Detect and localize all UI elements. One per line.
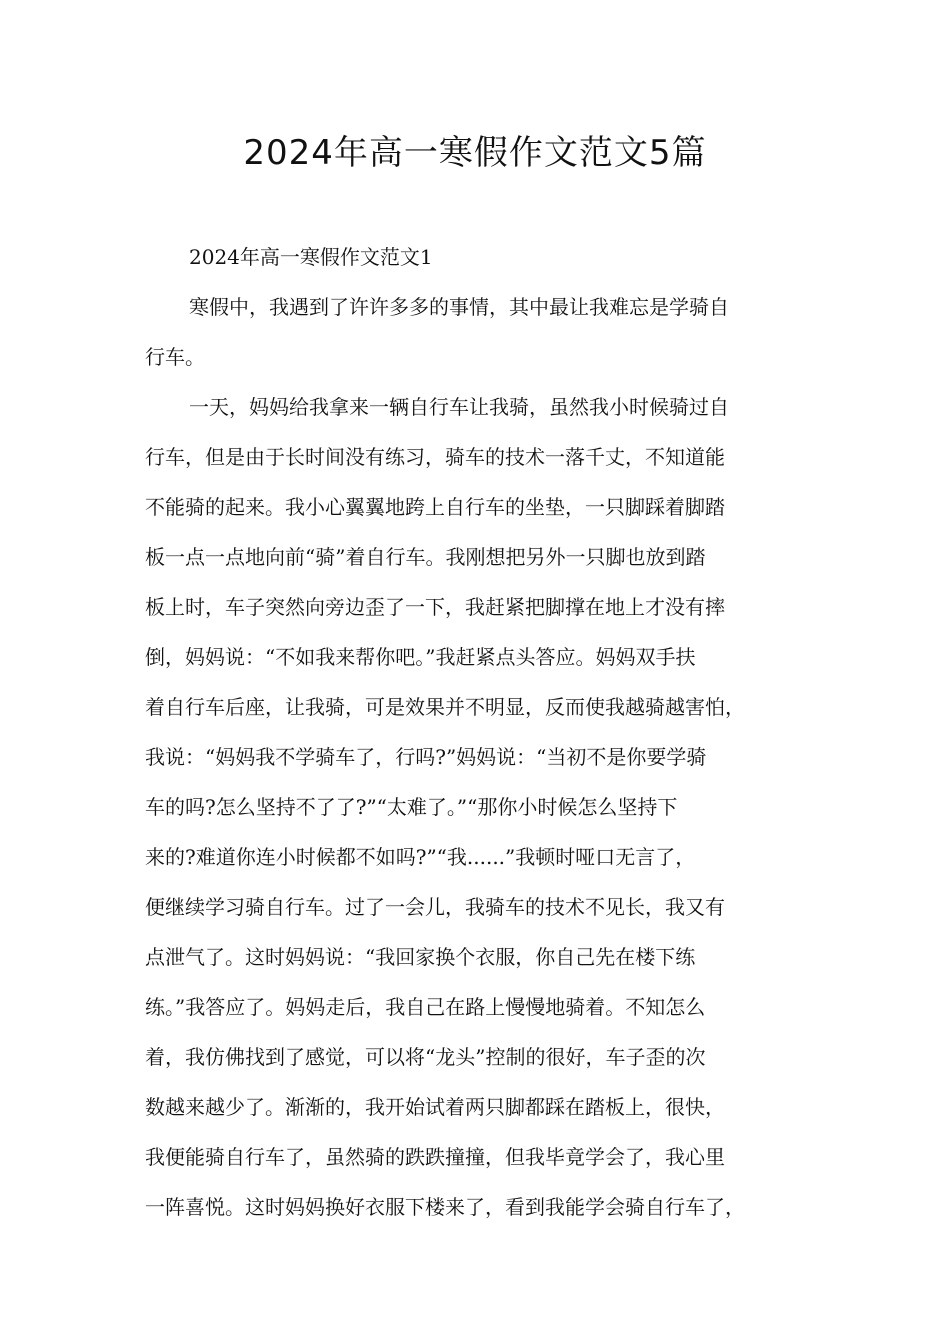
paragraph-line: 练。”我答应了。妈妈走后，我自己在路上慢慢地骑着。不知怎么: [145, 995, 706, 1019]
paragraph-line: 来的?难道你连小时候都不如吗?”“我......”我顿时哑口无言了，: [145, 845, 696, 869]
paragraph-line: 点泄气了。这时妈妈说：“我回家换个衣服，你自己先在楼下练: [145, 945, 696, 969]
paragraph-line: 倒，妈妈说：“不如我来帮你吧。”我赶紧点头答应。妈妈双手扶: [145, 645, 696, 669]
paragraph-line: 着，我仿佛找到了感觉，可以将“龙头”控制的很好，车子歪的次: [145, 1045, 706, 1069]
paragraph-line: 车的吗?怎么坚持不了了?”“太难了。”“那你小时候怎么坚持下: [145, 795, 678, 819]
paragraph-line: 着自行车后座，让我骑，可是效果并不明显，反而使我越骑越害怕，: [145, 695, 745, 719]
paragraph-line: 板一点一点地向前“骑”着自行车。我刚想把另外一只脚也放到踏: [145, 545, 706, 569]
paragraph-line: 一阵喜悦。这时妈妈换好衣服下楼来了，看到我能学会骑自行车了，: [145, 1195, 745, 1219]
paragraph-line: 寒假中，我遇到了许许多多的事情，其中最让我难忘是学骑自: [189, 295, 729, 319]
section-heading: 2024年高一寒假作文范文1: [189, 245, 433, 269]
paragraph-line: 行车，但是由于长时间没有练习，骑车的技术一落千丈，不知道能: [145, 445, 725, 469]
paragraph-line: 行车。: [145, 345, 205, 369]
paragraph-line: 板上时，车子突然向旁边歪了一下，我赶紧把脚撑在地上才没有摔: [145, 595, 725, 619]
paragraph-line: 一天，妈妈给我拿来一辆自行车让我骑，虽然我小时候骑过自: [189, 395, 729, 419]
document-body: [145, 232, 825, 1232]
paragraph-line: 我说：“妈妈我不学骑车了，行吗?”妈妈说：“当初不是你要学骑: [145, 745, 707, 769]
paragraph-line: 便继续学习骑自行车。过了一会儿，我骑车的技术不见长，我又有: [145, 895, 725, 919]
document-title: 2024年高一寒假作文范文5篇: [243, 133, 707, 173]
paragraph-line: 数越来越少了。渐渐的，我开始试着两只脚都踩在踏板上，很快，: [145, 1095, 725, 1119]
paragraph-line: 我便能骑自行车了，虽然骑的跌跌撞撞，但我毕竟学会了，我心里: [145, 1145, 725, 1169]
paragraph-line: 不能骑的起来。我小心翼翼地跨上自行车的坐垫，一只脚踩着脚踏: [145, 495, 725, 519]
